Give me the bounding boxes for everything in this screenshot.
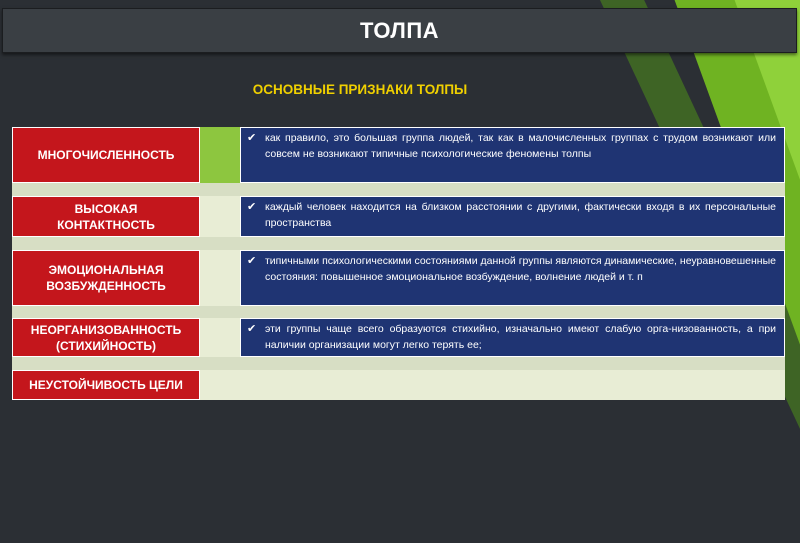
- feature-row: [12, 250, 785, 306]
- subtitle: ОСНОВНЫЕ ПРИЗНАКИ ТОЛПЫ: [252, 82, 468, 97]
- page-title: ТОЛПА: [359, 17, 440, 43]
- accent-bar: [200, 250, 240, 306]
- feature-label: ВЫСОКАЯ КОНТАКТНОСТЬ: [12, 196, 200, 237]
- feature-label: ЭМОЦИОНАЛЬНАЯ ВОЗБУЖДЕННОСТЬ: [12, 250, 200, 306]
- title-bar: [2, 8, 797, 53]
- feature-label: МНОГОЧИСЛЕННОСТЬ: [12, 127, 200, 183]
- checkmark-icon: ✔: [247, 255, 257, 267]
- checkmark-icon: ✔: [247, 323, 257, 335]
- checkmark-icon: ✔: [247, 132, 257, 144]
- feature-description: ✔ как правило, это большая группа людей, так как в малочисленных группах с трудом возникают или совсем не возникают типичные психологические феномены толпы: [240, 127, 785, 183]
- feature-label: НЕУСТОЙЧИВОСТЬ ЦЕЛИ: [12, 370, 200, 400]
- accent-bar: [200, 318, 240, 357]
- feature-label: НЕОРГАНИЗОВАННОСТЬ (СТИХИЙНОСТЬ): [12, 318, 200, 357]
- row-divider: [12, 357, 785, 370]
- feature-row: [12, 127, 785, 183]
- row-divider: [12, 237, 785, 250]
- feature-row: [12, 318, 785, 357]
- feature-description: ✔ эти группы чаще всего образуются стихийно, изначально имеют слабую орга-низованность, а при наличии организации могут легко терять ее;: [240, 318, 785, 357]
- feature-row: [12, 196, 785, 237]
- feature-description: ✔ типичными психологическими состояниями данной группы являются динамические, неуравновешенные состояния: повышенное эмоциональное возбуждение, волнение людей и т. п: [240, 250, 785, 306]
- row-divider: [12, 183, 785, 196]
- feature-description: ✔ каждый человек находится на близком расстоянии с другими, фактически входя в их персональные пространства: [240, 196, 785, 237]
- accent-bar: [200, 127, 240, 183]
- checkmark-icon: ✔: [247, 201, 257, 213]
- accent-bar: [200, 196, 240, 237]
- row-divider: [12, 306, 785, 318]
- feature-row: [12, 370, 785, 400]
